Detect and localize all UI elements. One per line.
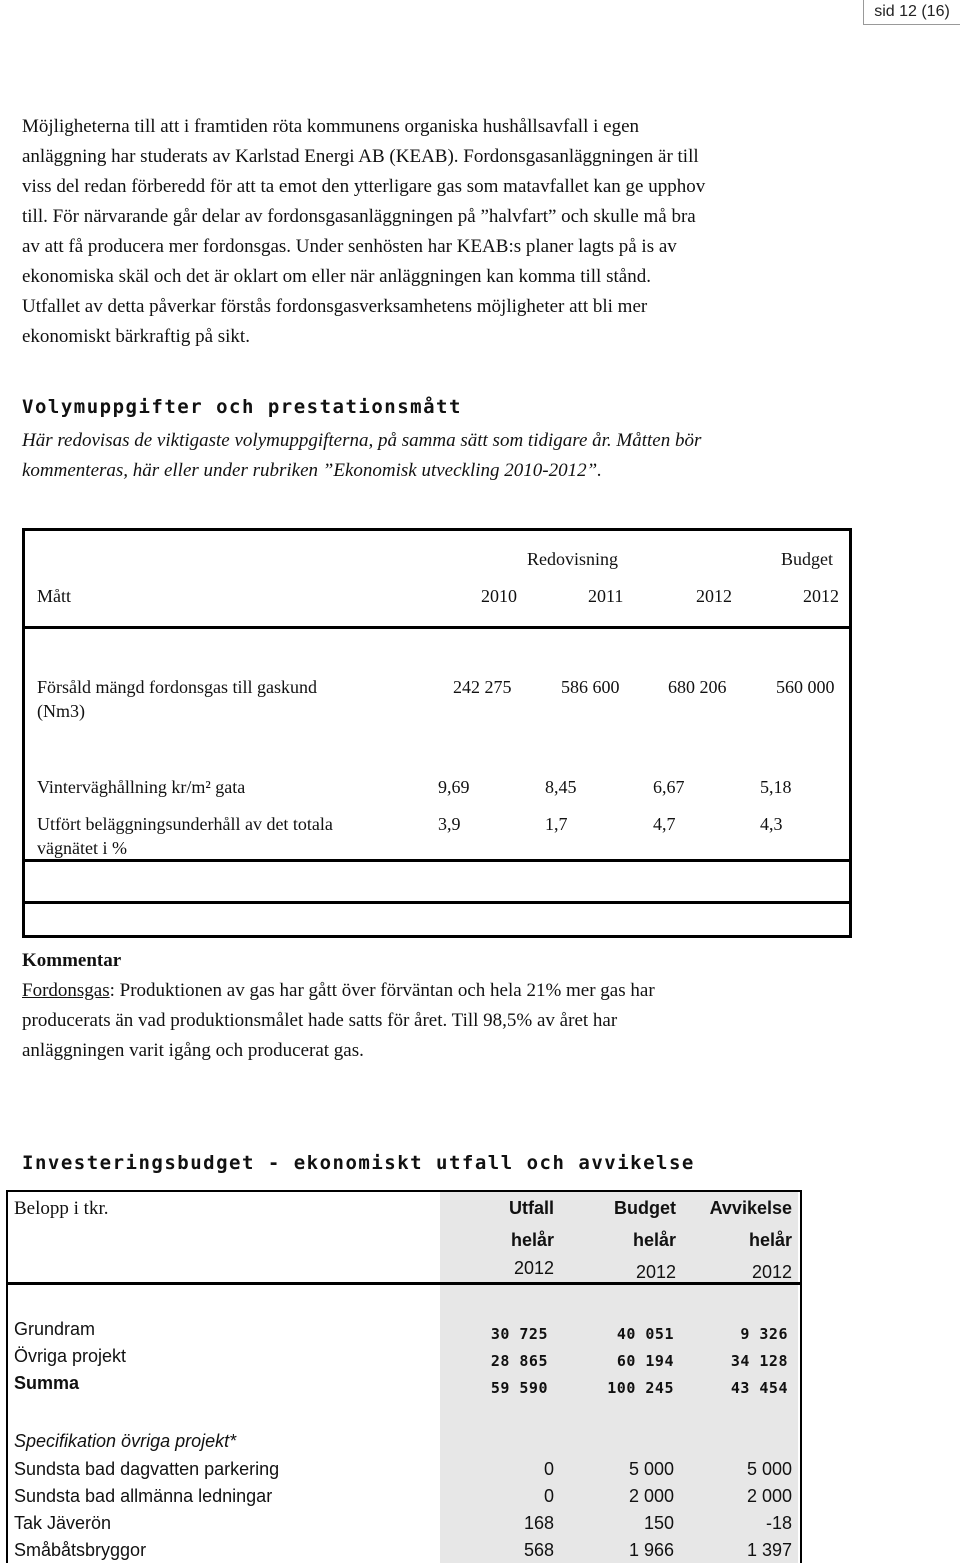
table-cell: 60 194 [616,1352,674,1370]
comment-heading: Kommentar [22,950,122,971]
group-header-redovisning: Redovisning [527,549,619,569]
table-cell: 28 865 [490,1352,548,1370]
col-header-budget: helår [632,1230,676,1250]
col-header-year: 2011 [588,586,624,606]
col-header-utfall: Utfall [509,1198,554,1218]
table-cell: 1 397 [746,1540,792,1560]
table-cell: 9 326 [740,1325,788,1343]
table-cell: -18 [765,1513,792,1533]
comment-topic: Fordonsgas [22,980,110,1001]
table-cell: 5 000 [746,1459,792,1479]
table-cell: 2 000 [628,1486,674,1506]
table-cell: 560 000 [776,677,835,697]
spec-heading: Specifikation övriga projekt* [14,1431,237,1451]
col-header-year: 2010 [481,586,517,606]
table-row-label: (Nm3) [37,701,85,721]
table-cell: 30 725 [490,1325,548,1343]
comment-text: anläggningen varit igång och producerat gas. [22,1040,364,1061]
table-row-label: Övriga projekt [14,1346,127,1366]
comment-text: : Produktionen av gas har gått över förväntan och hela 21% mer gas har [109,980,655,1001]
amount-label: Belopp i tkr. [14,1198,109,1219]
table-row-label: vägnätet i % [37,838,127,858]
volym-heading: Volymuppgifter och prestationsmått [22,396,462,418]
col-header-avvikelse: helår [748,1230,792,1250]
col-header-avvikelse: 2012 [751,1262,792,1282]
col-header-matt: Mått [37,586,71,606]
table-cell: 1 966 [628,1540,674,1560]
col-header-avvikelse: Avvikelse [709,1198,792,1218]
table-cell: 2 000 [746,1486,792,1506]
intro-line: av att få producera mer fordonsgas. Under senhösten har KEAB:s planer lagts på is av [22,236,677,257]
intro-line: viss del redan förberedd för att ta emot den ytterligare gas som matavfallet kan ge upphov [22,176,706,197]
table-row-label: Försåld mängd fordonsgas till gaskund [37,677,317,697]
group-header-budget: Budget [781,549,833,569]
comment-text: producerats än vad produktionsmålet hade satts för året. Till 98,5% av året har [22,1010,618,1031]
table-row-label: Sundsta bad allmänna ledningar [14,1486,273,1506]
col-header-year: 2012 [696,586,732,606]
page-number: sid 12 (16) [863,0,960,25]
table-cell: 100 245 [607,1379,674,1397]
table-cell: 5 000 [628,1459,674,1479]
table-cell: 9,69 [438,777,470,797]
invest-heading: Investeringsbudget - ekonomiskt utfall och avvikelse [22,1152,695,1174]
col-header-budget: 2012 [635,1262,676,1282]
table-cell: 680 206 [668,677,727,697]
table-cell: 3,9 [438,814,461,834]
table-cell: 34 128 [730,1352,788,1370]
table-cell: 1,7 [545,814,568,834]
table-cell: 0 [543,1486,554,1506]
investment-table [6,1190,802,1563]
table-cell: 168 [523,1513,554,1533]
table-row-label: Grundram [14,1319,96,1339]
intro-line: till. För närvarande går delar av fordonsgasanläggningen på ”halvfart” och skulle må bra [22,206,696,227]
table-cell: 568 [523,1540,554,1560]
table-cell: 0 [543,1459,554,1479]
table-cell: 40 051 [616,1325,674,1343]
intro-line: anläggning har studerats av Karlstad Energi AB (KEAB). Fordonsgasanläggningen är till [22,146,699,167]
col-header-budget: Budget [614,1198,676,1218]
intro-line: Möjligheterna till att i framtiden röta kommunens organiska hushållsavfall i egen [22,116,639,137]
intro-paragraph [22,112,932,352]
table-row-label: Sundsta bad dagvatten parkering [14,1459,280,1479]
col-header-year: 2012 [803,586,839,606]
intro-line: Utfallet av detta påverkar förstås fordonsgasverksamhetens möjligheter att bli mer [22,296,648,317]
table-cell: 5,18 [760,777,792,797]
intro-line: ekonomiskt bärkraftig på sikt. [22,326,250,347]
instruction-line: kommenteras, här eller under rubriken ”Ekonomisk utveckling 2010-2012”. [22,460,602,481]
col-header-utfall: 2012 [513,1258,554,1278]
table-cell: 150 [643,1513,674,1533]
col-header-utfall: helår [510,1230,554,1250]
instruction-line: Här redovisas de viktigaste volymuppgifterna, på samma sätt som tidigare år. Måtten bör [22,430,702,451]
table-cell: 59 590 [490,1379,548,1397]
table-row-label: Tak Jäverön [14,1513,112,1533]
table-cell: 4,3 [760,814,783,834]
table-cell: 6,67 [653,777,685,797]
table-cell: 4,7 [653,814,676,834]
table-row-label-total: Summa [14,1373,80,1393]
table-row-label: Småbåtsbryggor [14,1540,147,1560]
table-row-label: Utfört beläggningsunderhåll av det totala [37,814,333,834]
table-cell: 242 275 [453,677,512,697]
intro-line: ekonomiska skäl och det är oklart om eller när anläggningen kan komma till stånd. [22,266,651,287]
table-cell: 8,45 [545,777,577,797]
table-row-label: Vinterväghållning kr/m² gata [37,777,246,797]
volym-instruction [22,426,932,486]
table-cell: 586 600 [561,677,620,697]
comment-body [22,976,932,1066]
table-cell: 43 454 [730,1379,788,1397]
volume-measures-table [22,528,852,938]
